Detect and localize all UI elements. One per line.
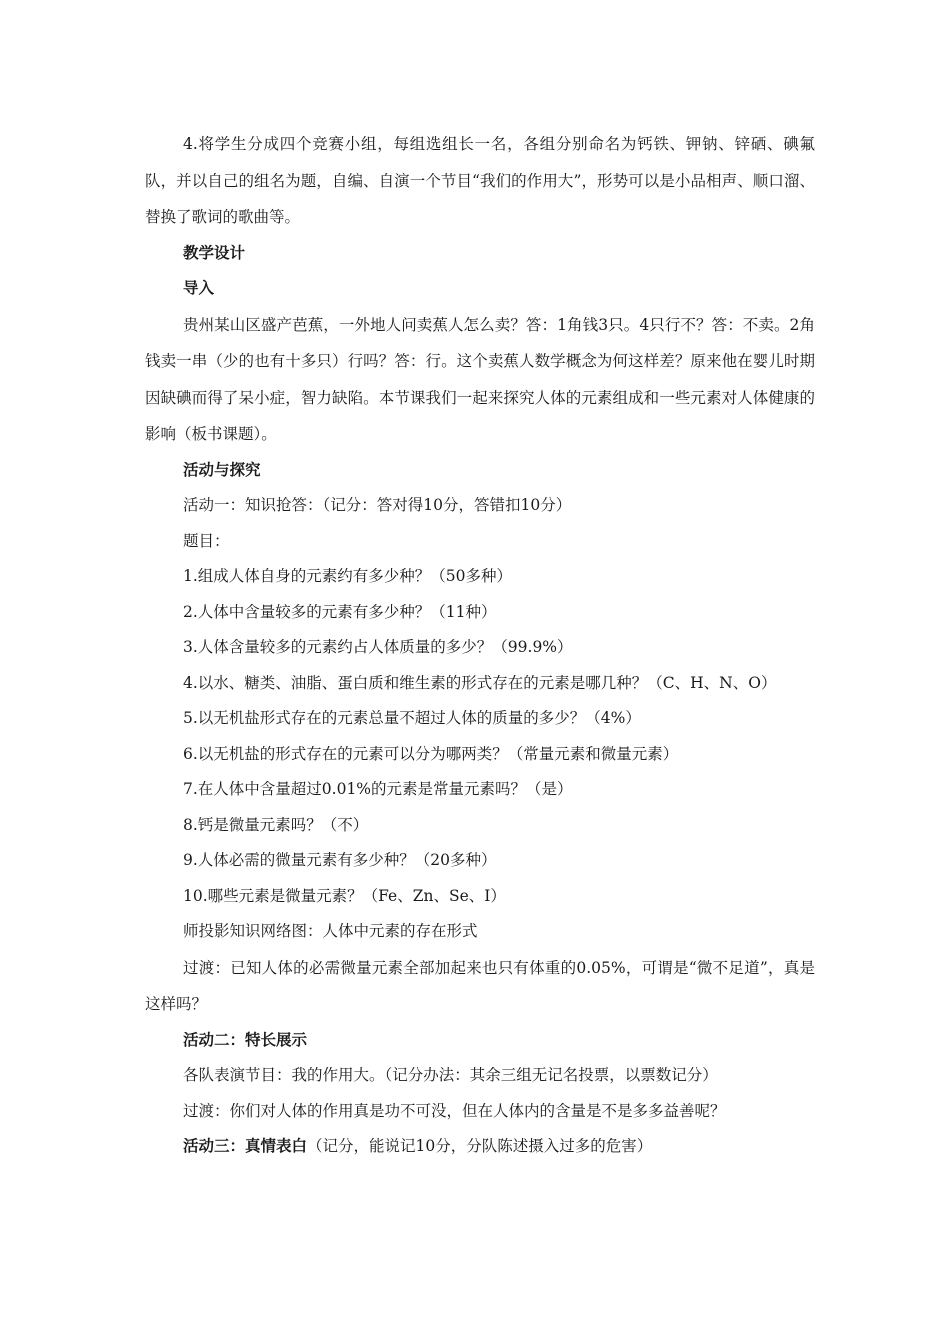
activity3-line bbox=[145, 1129, 815, 1165]
activity1-text: 活动一：知识抢答：（记分：答对得10分，答错扣10分） bbox=[183, 496, 572, 514]
question-item: 2.人体中含量较多的元素有多少种？（11种） bbox=[183, 602, 497, 621]
question-item: 3.人体含量较多的元素约占人体质量的多少？（99.9%） bbox=[183, 638, 573, 656]
intro-paragraph: 4.将学生分成四个竞赛小组，每组选组长一名，各组分别命名为钙铁、钾钠、锌硒、碘氟队，并以自己的组名为题，自编、自演一个节目“我们的作用大”，形势可以是小品相声、顺口溜、替换了歌词的歌曲等。 bbox=[145, 135, 815, 226]
question-item: 5.以无机盐形式存在的元素总量不超过人体的质量的多少？（4%） bbox=[183, 709, 641, 727]
activity3-heading: 活动三：真情表白 bbox=[183, 1137, 308, 1155]
transition-2: 过渡：你们对人体的作用真是功不可没，但在人体内的含量是不是多多益善呢？ bbox=[183, 1101, 726, 1120]
activity3-note: （记分，能说记10分，分队陈述摄入过多的危害） bbox=[307, 1137, 653, 1155]
heading-activity2: 活动二：特长展示 bbox=[183, 1030, 308, 1049]
questions-label: 题目： bbox=[183, 531, 230, 550]
document-page bbox=[145, 126, 815, 1165]
question-item: 4.以水、糖类、油脂、蛋白质和维生素的形式存在的元素是哪几种？（C、H、N、O） bbox=[183, 673, 777, 692]
question-item: 1.组成人体自身的元素约有多少种？（50多种） bbox=[183, 567, 513, 585]
heading-teaching-design: 教学设计 bbox=[183, 243, 246, 262]
question-item: 6.以无机盐的形式存在的元素可以分为哪两类？（常量元素和微量元素） bbox=[183, 744, 679, 763]
question-item: 10.哪些元素是微量元素？（Fe、Zn、Se、I） bbox=[183, 886, 506, 905]
introduction-story: 贵州某山区盛产芭蕉，一外地人问卖蕉人怎么卖？答：1角钱3只。4只行不？答：不卖。2角钱卖一串（少的也有十多只）行吗？答：行。这个卖蕉人数学概念为何这样差？原来他在婴儿时期因缺碘而得了呆小症，智力缺陷。本节课我们一起来探究人体的元素组成和一些元素对人体健康的影响（板书课题）。 bbox=[145, 315, 815, 443]
activity2-text: 各队表演节目：我的作用大。（记分办法：其余三组无记名投票，以票数记分） bbox=[183, 1066, 718, 1084]
question-item: 8.钙是微量元素吗？（不） bbox=[183, 815, 369, 834]
question-item: 9.人体必需的微量元素有多少种？（20多种） bbox=[183, 851, 497, 869]
question-item: 7.在人体中含量超过0.01%的元素是常量元素吗？（是） bbox=[183, 780, 573, 798]
projection-text: 师投影知识网络图：人体中元素的存在形式 bbox=[183, 922, 478, 940]
heading-introduction: 导入 bbox=[183, 279, 215, 297]
transition-1: 过渡：已知人体的必需微量元素全部加起来也只有体重的0.05%，可谓是“微不足道”，真是这样吗？ bbox=[145, 958, 815, 1013]
heading-activity-explore: 活动与探究 bbox=[183, 460, 261, 479]
